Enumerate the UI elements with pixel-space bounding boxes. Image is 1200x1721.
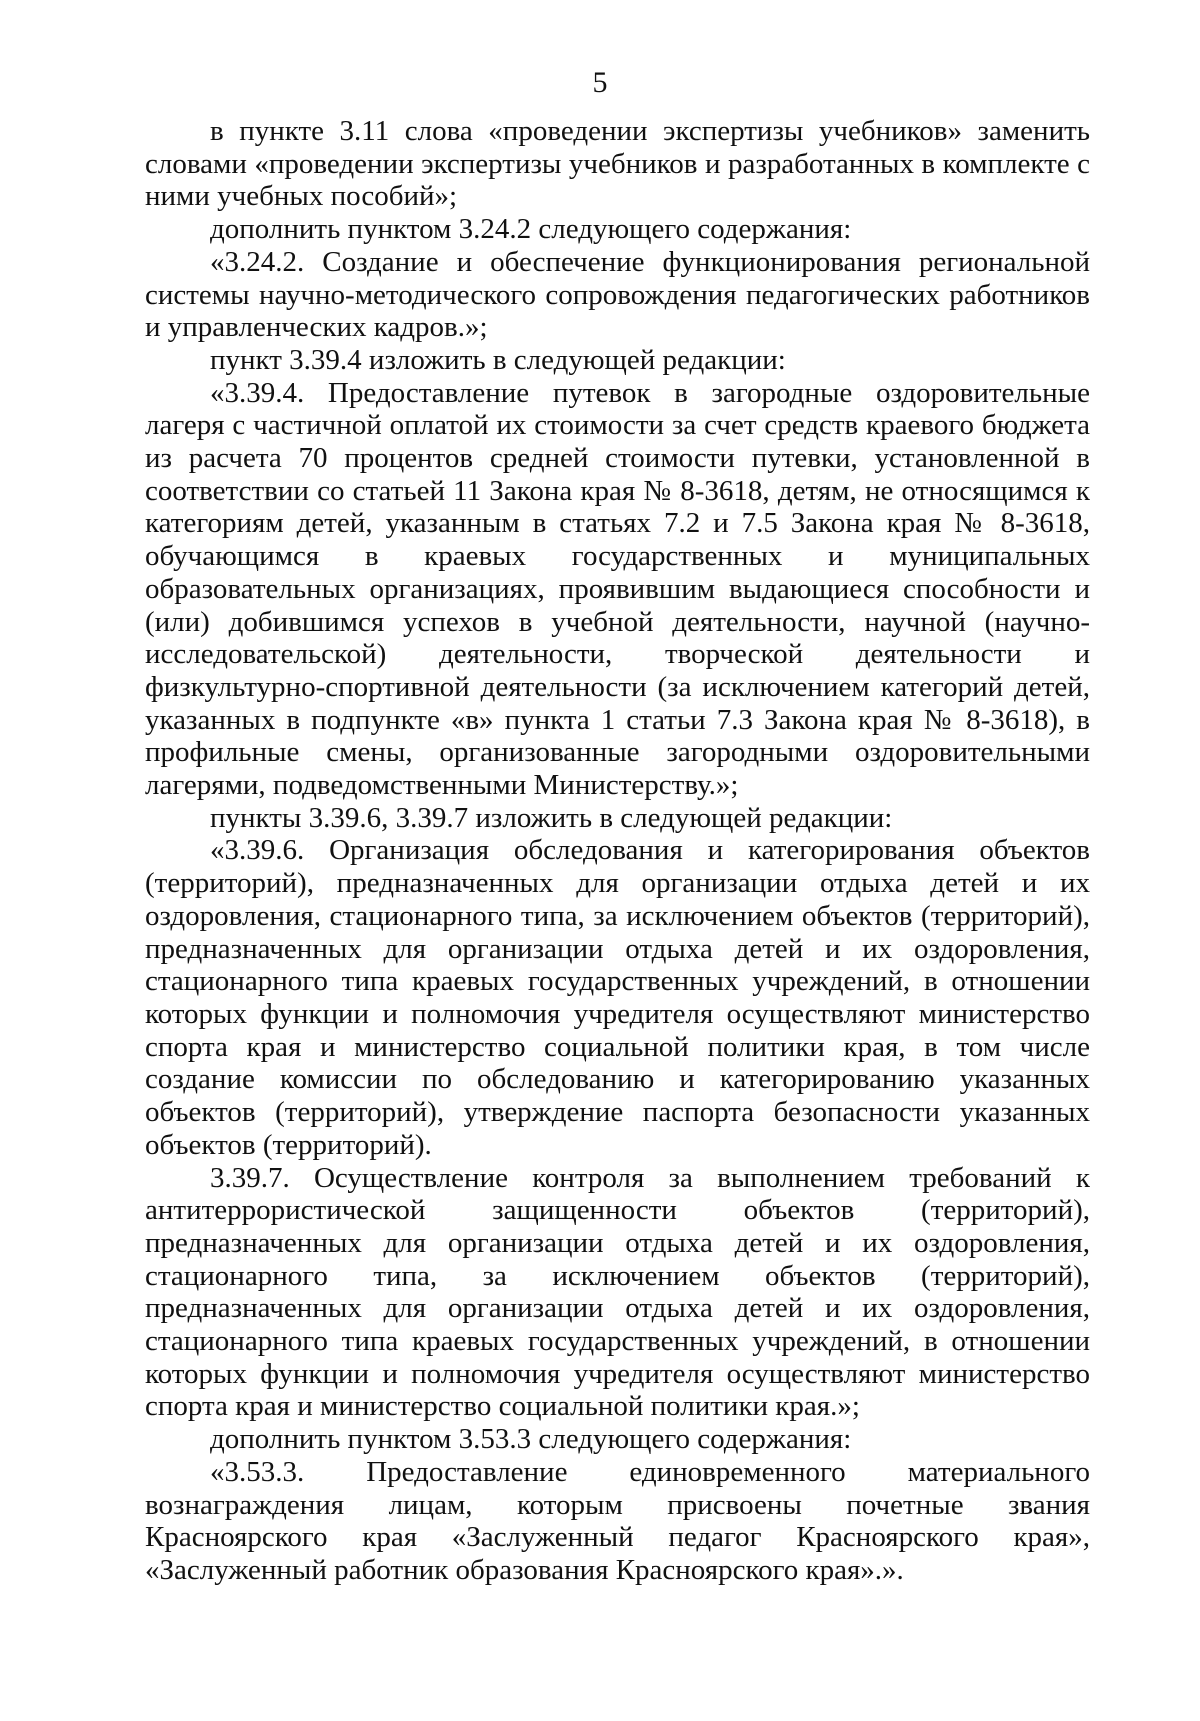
- paragraph-3-24-2-text: «3.24.2. Создание и обеспечение функционирования региональной системы научно-методического сопровождения педагогических работников и управленческих кадров.»;: [145, 245, 1090, 344]
- paragraph-3-39-6-text: «3.39.6. Организация обследования и категорирования объектов (территорий), предназначенных для организации отдыха детей и их оздоровления, стационарного типа, за исключением объектов (территорий), предназначенных для организации отдыха детей и их оздоровления, стационарного типа краевых государственных учреждений, в отношении которых функции и полномочия учредителя осуществляют министерство спорта края и министерство социальной политики края, в том числе создание комиссии по обследованию и категорированию указанных объектов (территорий), утверждение паспорта безопасности указанных объектов (территорий).: [145, 834, 1090, 1161]
- document-body: [145, 115, 1090, 1587]
- paragraph-3-11-amendment: в пункте 3.11 слова «проведении экспертизы учебников» заменить словами «проведении экспертизы учебников и разработанных в комплекте с ними учебных пособий»;: [145, 115, 1090, 213]
- page-number: 5: [592, 66, 608, 99]
- paragraph-3-39-4-text: «3.39.4. Предоставление путевок в загородные оздоровительные лагеря с частичной оплатой их стоимости за счет средств краевого бюджета из расчета 70 процентов средней стоимости путевки, установленной в соответствии со статьей 11 Закона края № 8-3618, детям, не относящимся к категориям детей, указанным в статьях 7.2 и 7.5 Закона края № 8-3618, обучающимся в краевых государственных и муниципальных образовательных организациях, проявившим выдающиеся способности и (или) добившимся успехов в учебной деятельности, научной (научно-исследовательской) деятельности, творческой деятельности и физкультурно-спортивной деятельности (за исключением категорий детей, указанных в подпункте «в» пункта 1 статьи 7.3 Закона края № 8-3618), в профильные смены, организованные загородными оздоровительными лагерями, подведомственными Министерству.»;: [145, 376, 1090, 802]
- paragraph-3-39-4-intro: пункт 3.39.4 изложить в следующей редакции:: [210, 343, 786, 376]
- paragraph-add-3-24-2-intro: дополнить пунктом 3.24.2 следующего содержания:: [210, 213, 852, 246]
- paragraph-3-39-7-text: 3.39.7. Осуществление контроля за выполнением требований к антитеррористической защищенности объектов (территорий), предназначенных для организации отдыха детей и их оздоровления, стационарного типа, за исключением объектов (территорий), предназначенных для организации отдыха детей и их оздоровления, стационарного типа краевых государственных учреждений, в отношении которых функции и полномочия учредителя осуществляют министерство спорта края и министерство социальной политики края.»;: [145, 1161, 1090, 1423]
- paragraph-3-39-6-7-intro: пункты 3.39.6, 3.39.7 изложить в следующей редакции:: [210, 801, 893, 834]
- paragraph-add-3-53-3-intro: дополнить пунктом 3.53.3 следующего содержания:: [210, 1423, 852, 1456]
- paragraph-3-53-3-text: «3.53.3. Предоставление единовременного материального вознаграждения лицам, которым присвоены почетные звания Красноярского края «Заслуженный педагог Красноярского края», «Заслуженный работник образования Красноярского края».».: [145, 1455, 1090, 1586]
